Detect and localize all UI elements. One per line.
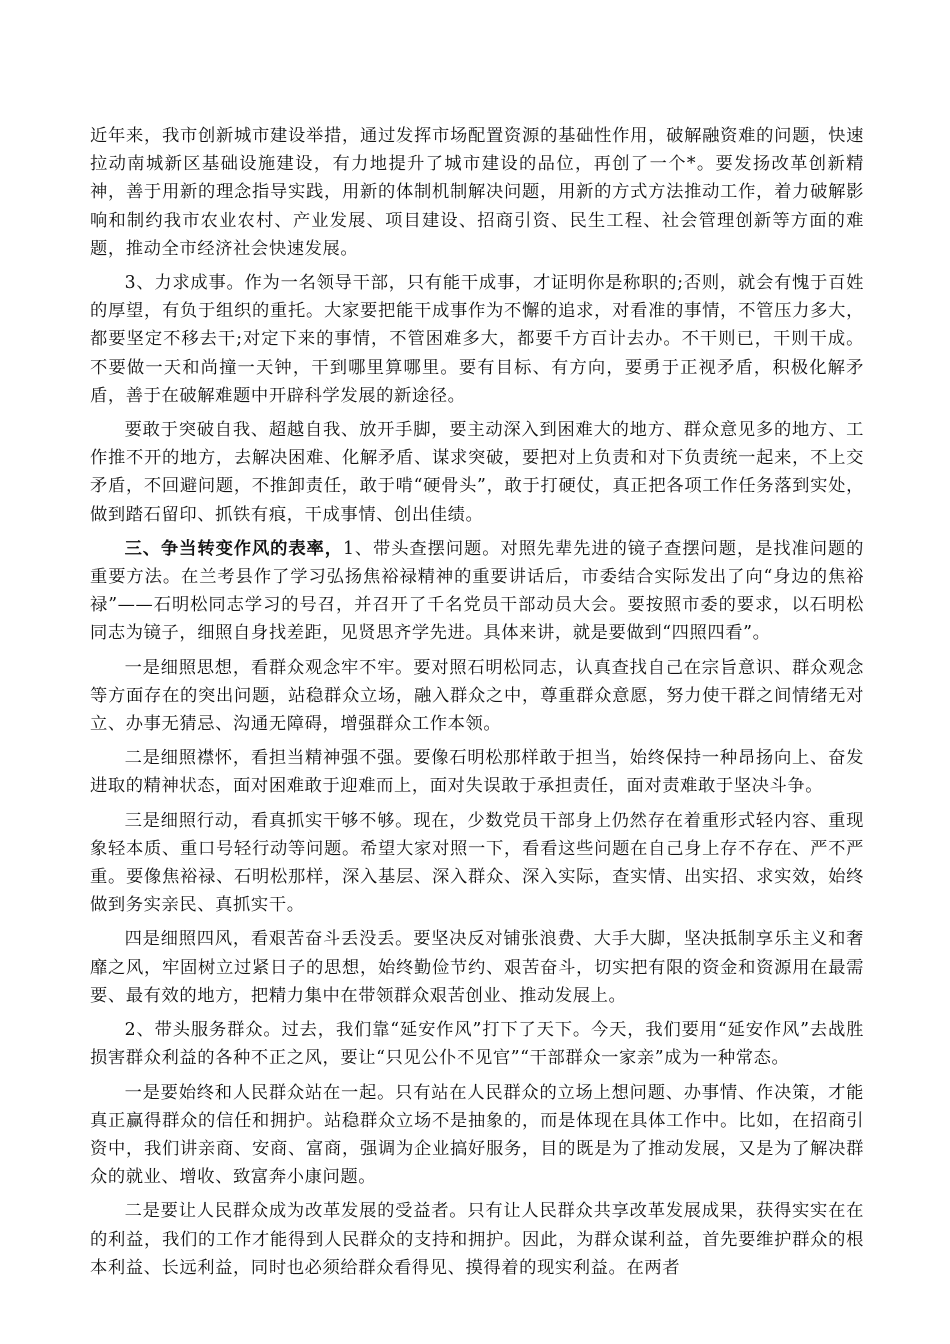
paragraph-1 (90, 122, 864, 263)
paragraph-11-text: 二是要让人民群众成为改革发展的受益者。只有让人民群众共享改革发展成果，获得实实在在的利益，我们的工作才能得到人民群众的支持和拥护。因此，为群众谋利益，首先要维护群众的根本利益、长远利益，同时也必须给群众看得见、摸得着的现实利益。在两者 (90, 1201, 864, 1278)
paragraph-9 (90, 1016, 864, 1072)
section-heading: 三、争当转变作风的表率， (124, 538, 343, 559)
paragraph-7-text: 三是细照行动，看真抓实干够不够。现在，少数党员干部身上仍然存在着重形式轻内容、重现象轻本质、重口号轻行动等问题。希望大家对照一下，看看这些问题在自己身上存不存在、严不严重。要像焦裕禄、石明松那样，深入基层、深入群众、深入实际，查实情、出实招、求实效，始终做到务实亲民、真抓实干。 (90, 810, 864, 916)
paragraph-9-text: 2、带头服务群众。过去，我们靠“延安作风”打下了天下。今天，我们要用“延安作风”去战胜损害群众利益的各种不正之风，要让“只见公仆不见官”“干部群众一家亲”成为一种常态。 (90, 1020, 864, 1069)
paragraph-10 (90, 1079, 864, 1192)
paragraph-10-text: 一是要始终和人民群众站在一起。只有站在人民群众的立场上想问题、办事情、作决策，才能真正赢得群众的信任和拥护。站稳群众立场不是抽象的，而是体现在具体工作中。比如，在招商引资中，我们讲亲商、安商、富商，强调为企业搞好服务，目的既是为了推动发展，又是为了解决群众的就业、增收、致富奔小康问题。 (90, 1082, 864, 1188)
paragraph-11 (90, 1197, 864, 1282)
paragraph-1-text: 近年来，我市创新城市建设举措，通过发挥市场配置资源的基础性作用，破解融资难的问题，快速拉动南城新区基础设施建设，有力地提升了城市建设的品位，再创了一个*。要发扬改革创新精神，善于用新的理念指导实践，用新的体制机制解决问题，用新的方式方法推动工作，着力破解影响和制约我市农业农村、产业发展、项目建设、招商引资、民生工程、社会管理创新等方面的难题，推动全市经济社会快速发展。 (90, 126, 864, 259)
paragraph-8-text: 四是细照四风，看艰苦奋斗丢没丢。要坚决反对铺张浪费、大手大脚，坚决抵制享乐主义和奢靡之风，牢固树立过紧日子的思想，始终勤俭节约、艰苦奋斗，切实把有限的资金和资源用在最需要、最有效的地方，把精力集中在带领群众艰苦创业、推动发展上。 (90, 929, 864, 1006)
paragraph-2 (90, 269, 864, 410)
paragraph-3-text: 要敢于突破自我、超越自我、放开手脚，要主动深入到困难大的地方、群众意见多的地方、工作推不开的地方，去解决困难、化解矛盾、谋求突破，要把对上负责和对下负责统一起来，不上交矛盾，不回避问题，不推卸责任，敢于啃“硬骨头”，敢于打硬仗，真正把各项工作任务落到实处，做到踏石留印、抓铁有痕，干成事情、创出佳绩。 (90, 420, 864, 525)
paragraph-5-text: 一是细照思想，看群众观念牢不牢。要对照石明松同志，认真查找自己在宗旨意识、群众观念等方面存在的突出问题，站稳群众立场，融入群众之中，尊重群众意愿，努力使干群之间情绪无对立、办事无猜忌、沟通无障碍，增强群众工作本领。 (90, 657, 864, 735)
document-body (90, 122, 864, 1288)
paragraph-6-text: 二是细照襟怀，看担当精神强不强。要像石明松那样敢于担当，始终保持一种昂扬向上、奋发进取的精神状态，面对困难敢于迎难而上，面对失误敢于承担责任，面对责难敢于坚决斗争。 (90, 748, 864, 797)
paragraph-7 (90, 807, 864, 920)
paragraph-6 (90, 744, 864, 800)
paragraph-8 (90, 925, 864, 1010)
paragraph-2-text: 3、力求成事。作为一名领导干部，只有能干成事，才证明你是称职的;否则，就会有愧于百姓的厚望，有负于组织的重托。大家要把能干成事作为不懈的追求，对看准的事情，不管压力多大，都要坚定不移去干;对定下来的事情，不管困难多大，都要千方百计去办。不干则已，干则干成。不要做一天和尚撞一天钟，干到哪里算哪里。要有目标、有方向，要勇于正视矛盾，积极化解矛盾，善于在破解难题中开辟科学发展的新途径。 (90, 273, 864, 406)
paragraph-3 (90, 416, 864, 529)
paragraph-4 (90, 535, 864, 648)
paragraph-5 (90, 654, 864, 739)
paragraph-4-text: 1、带头查摆问题。对照先辈先进的镜子查摆问题，是找准问题的重要方法。在兰考县作了学习弘扬焦裕禄精神的重要讲话后，市委结合实际发出了向“身边的焦裕禄”——石明松同志学习的号召，并召开了千名党员干部动员大会。要按照市委的要求，以石明松同志为镜子，细照自身找差距，见贤思齐学先进。具体来讲，就是要做到“四照四看”。 (90, 538, 864, 644)
